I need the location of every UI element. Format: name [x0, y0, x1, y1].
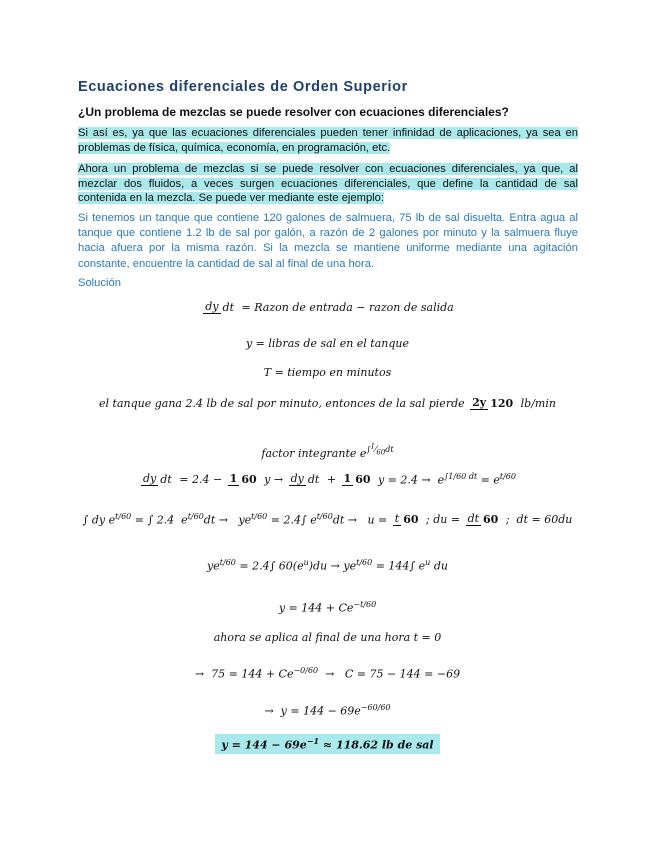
answer-text: Si así es, ya que las ecuaciones diferenciales pueden tener infinidad de aplicaciones, ya sea en problemas de física, química, economía, en programación, etc.	[78, 127, 578, 154]
equation-y-definition: y = libras de sal en el tanque	[245, 337, 410, 350]
document-title: Ecuaciones diferenciales de Orden Superior	[78, 79, 408, 95]
intro-text: Ahora un problema de mezclas si se puede resolver con ecuaciones diferenciales, ya que, al mezclar dos fluidos, a veces surgen ecuaciones diferenciales, que define la cantidad de sal contenida en la mezcla. Se puede ver mediante este ejemplo:	[78, 163, 578, 204]
equation-one-hour: → $y = 144 - 69e^{-60/60}$	[264, 703, 391, 718]
fraction-2y-120: 2y 120	[472, 396, 514, 410]
equation-final-answer	[0, 734, 655, 754]
equation-t-definition: T = tiempo en minutos	[263, 366, 392, 379]
equation-general-solution: $y = 144 + Ce^{-t/60}$	[278, 600, 377, 615]
intro-paragraph	[78, 162, 578, 206]
equation-salt-loss	[0, 396, 655, 410]
equation-salt-loss-text: el tanque gana 2.4 lb de sal por minuto, entonces de la sal pierde	[99, 396, 465, 410]
solution-label: Solución	[78, 277, 121, 289]
equation-rate	[0, 300, 655, 314]
question-heading: ¿Un problema de mezclas se puede resolver con ecuaciones diferenciales?	[78, 105, 509, 119]
fraction-dy-dt: dy dt	[205, 300, 235, 314]
final-answer-highlight: $y = 144 - 69e^{-1} \approx 118.62$ lb de sal	[215, 734, 439, 754]
equation-rate-rest: = Razon de entrada − razon de salida	[241, 300, 454, 314]
equation-substitution: $ye^{t/60} = 2.4\int$ $60(e^u)du \to ye^{t/60} = 144\int$ $e^u$ du	[207, 558, 448, 573]
equation-integrating-factor: factor integrante $e^{\int^1⁄_{60}dt}$	[261, 442, 394, 460]
equation-salt-loss-unit: lb/min	[520, 396, 556, 410]
answer-paragraph	[78, 126, 578, 155]
problem-statement: Si tenemos un tanque que contiene 120 galones de salmuera, 75 lb de sal disuelta. Entra agua al tanque que contiene 1.2 lb de sal por galón, a razón de 2 galones por minuto y la salmuera fluye hacia afuera por la misma razón. Si la mezcla se mantiene uniforme mediante una agitación constante, encuentre la cantidad de sal al final de una hora.	[78, 212, 578, 270]
equation-find-c: → $75 = 144 + Ce^{-0/60} \to C = 75 - 144 = -69$	[194, 666, 461, 681]
equation-linear-form: dy dt = 2.4 − 1 60 y → dy dt + 1 60 $y = 2.4 \to e^{\int 1/60 dt} = e^{t/60}$	[143, 472, 516, 487]
equation-apply-condition: ahora se aplica al final de una hora t = 0	[213, 631, 442, 644]
equation-integration: ∫ dy $e^{t/60}$ = ∫ 2.4 $e^{t/60}dt \to ye^{t/60} = 2.4\int$ $e^{t/60}dt \to u = t$ 60 ; du = dt 60 ; dt = 60du	[82, 512, 573, 527]
